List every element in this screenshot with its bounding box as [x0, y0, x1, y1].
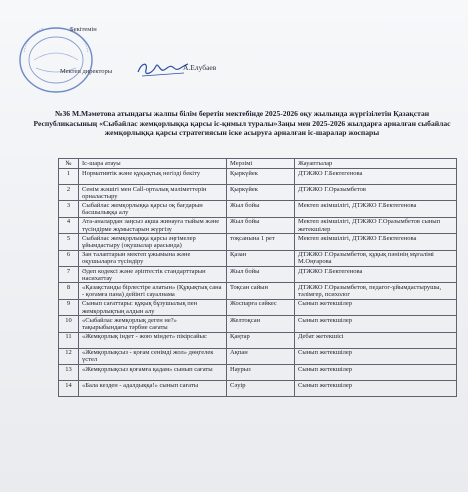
row-number: 11 [59, 332, 79, 348]
table-row [59, 283, 457, 299]
row-deadline: Желтоқсан [227, 316, 295, 332]
row-number: 3 [59, 201, 79, 217]
row-event: Сынып сағаттары: құқық бұзушылық пен жемқорлықтың алдын алу [79, 299, 227, 315]
row-responsible: ДТЖЖО Г.Бектегенова [295, 169, 457, 185]
row-number: 2 [59, 185, 79, 201]
row-deadline: Тоқсан сайын [227, 283, 295, 299]
table-row [59, 217, 457, 233]
row-event: Сыбайлас жемқорлыққа қарсы әңгімелер ұйымдастыру (оқушылар арасында) [79, 234, 227, 250]
row-event: «Бала кезден - адалдыққа!» сынып сағаты [79, 381, 227, 397]
row-responsible: ДТЖЖО Г.Оразымбетов, құқық пәнінің мұғалімі М.Оңғарова [295, 250, 457, 266]
row-deadline: Жыл бойы [227, 201, 295, 217]
row-event: «Қазақстанды бірлестіре алатын» (Құқықтық сана - қоғамға пана) дейінгі сауалнама [79, 283, 227, 299]
row-event: Сенім жәшігі мен Call-орталық мәліметтерін орналастыру [79, 185, 227, 201]
column-header-deadline: Мерзімі [227, 159, 295, 169]
row-event: «Жемқорлықсыз қоғамға қадам» сынып сағаты [79, 365, 227, 381]
table-row [59, 316, 457, 332]
row-number: 12 [59, 348, 79, 364]
row-responsible: Сынып жетекшілер [295, 316, 457, 332]
column-header-number: № [59, 159, 79, 169]
table-row [59, 365, 457, 381]
row-deadline: Жыл бойы [227, 267, 295, 283]
table-row [59, 348, 457, 364]
table-row [59, 234, 457, 250]
table-row [59, 185, 457, 201]
row-number: 13 [59, 365, 79, 381]
row-responsible: Мектеп әкімшілігі, ДТЖЖО Г.Оразымбетов сынып жетекшілер [295, 217, 457, 233]
row-event: Әдеп кодексі және әріптестік стандарттарын насихаттау [79, 267, 227, 283]
column-header-event: Іс-шара атауы [79, 159, 227, 169]
row-responsible: ДТЖЖО Г.Оразымбетов [295, 185, 457, 201]
row-event: Сыбайлас жемқорлыққа қарсы оқ бағдарын басшылыққа алу [79, 201, 227, 217]
table-row [59, 299, 457, 315]
approval-title: Бекітемін [70, 26, 97, 33]
row-deadline: Қазан [227, 250, 295, 266]
row-number: 1 [59, 169, 79, 185]
row-responsible: Мектеп әкімшілігі, ДТЖЖО Г.Бектегенова [295, 201, 457, 217]
row-deadline: тоқсанына 1 рет [227, 234, 295, 250]
row-deadline: Қаңтар [227, 332, 295, 348]
row-responsible: Сынып жетекшілер [295, 381, 457, 397]
row-number: 14 [59, 381, 79, 397]
column-header-responsible: Жауаптылар [295, 159, 457, 169]
plan-table [58, 158, 457, 397]
row-responsible: Сынып жетекшілер [295, 299, 457, 315]
director-name: А.Елубаев [183, 63, 217, 72]
row-number: 9 [59, 299, 79, 315]
row-number: 7 [59, 267, 79, 283]
row-event: «Жемқорлық індет - жою міндет» пікірсайыс [79, 332, 227, 348]
director-role: Мектеп директоры [60, 68, 113, 75]
row-event: «Жемқорлықсыз - қоғам сенімді жол» дөңгелек үстел [79, 348, 227, 364]
row-event: «Сыбайлас жемқорлық деген не?» тақырыбындағы тәрбие сағаты [79, 316, 227, 332]
table-row [59, 267, 457, 283]
row-responsible: Сынып жетекшілер [295, 348, 457, 364]
row-responsible: Мектеп әкімшілігі, ДТЖЖО Г.Бектегенова [295, 234, 457, 250]
row-deadline: Қыркүйек [227, 169, 295, 185]
row-deadline: Ақпан [227, 348, 295, 364]
row-deadline: Жоспарға сәйкес [227, 299, 295, 315]
table-row [59, 332, 457, 348]
plan-heading: №36 М.Мәметова атындағы жалпы білім беретін мектебінде 2025-2026 оқу жылында жүргізілетін Қазақстан Республикасының «Сыбайлас жемқорлыққа қарсы іс-қимыл туралы»Заңы мен 2025-2026 жылдарға арналған сыбайлас жемқорлыққа қарсы стратегиясын іске асыруға арналған іс-шаралар жоспары [33, 109, 451, 138]
table-row [59, 169, 457, 185]
row-event: Ата-аналардан заңсыз ақша жинауға тыйым және түсіндірме жұмыстарын жүргізу [79, 217, 227, 233]
row-responsible: ДТЖЖО Г.Оразымбетов, педагог-ұйымдастырушы, тәлімгер, психолог [295, 283, 457, 299]
table-row [59, 250, 457, 266]
row-event: Зан талаптарын мектеп ұжымына және оқушыларға түсіндіру [79, 250, 227, 266]
row-number: 5 [59, 234, 79, 250]
row-deadline: Қыркүйек [227, 185, 295, 201]
row-number: 8 [59, 283, 79, 299]
row-event: Нормативтік және құқықтық негізді бекіту [79, 169, 227, 185]
row-responsible: Сынып жетекшілер [295, 365, 457, 381]
table-row [59, 381, 457, 397]
row-number: 10 [59, 316, 79, 332]
row-responsible: ДТЖЖО Г.Бектегенова [295, 267, 457, 283]
table-header-row [59, 159, 457, 169]
row-deadline: Наурыз [227, 365, 295, 381]
row-number: 6 [59, 250, 79, 266]
row-responsible: Дебат жетекшісі [295, 332, 457, 348]
row-deadline: Жыл бойы [227, 217, 295, 233]
table-row [59, 201, 457, 217]
row-deadline: Сәуір [227, 381, 295, 397]
row-number: 4 [59, 217, 79, 233]
